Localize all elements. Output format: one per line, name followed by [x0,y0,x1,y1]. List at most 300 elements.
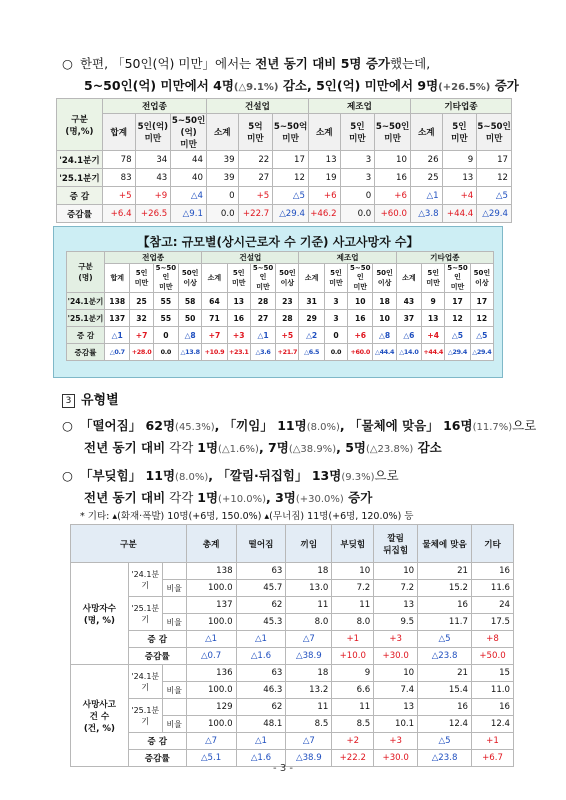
table-cell: 7.4 [374,682,418,699]
para3-line1 [62,466,399,484]
table-cell: 40 [171,169,207,187]
table-cell: +6 [348,327,373,344]
sub-header: 5인(억) 미만 [135,114,171,151]
table-cell: +30.0 [374,648,418,665]
table-cell: 10 [348,293,373,310]
group-header: 기타업종 [396,252,493,264]
table-cell: +6.4 [102,205,135,223]
sub-label [162,597,186,614]
text-note: (△23.8%) [365,444,414,455]
text-note: (8.0%) [175,472,209,483]
table-cell: 12 [273,169,309,187]
table-cell: 11 [332,597,374,614]
sub-header: 50인 이상 [373,264,396,293]
table-cell: △5 [477,187,512,205]
table-cell: 15.2 [418,580,472,597]
table-cell: 100.0 [186,716,236,733]
sub-header: 50인 이상 [276,264,299,293]
table-cell: 0 [324,327,347,344]
table-cell: △5 [470,327,493,344]
table-cell: △5 [445,327,470,344]
table-cell: 45.3 [236,614,286,631]
table-row [71,563,514,580]
table-cell: △1 [105,327,130,344]
table-cell: 0 [153,327,178,344]
table-cell: +4 [442,187,477,205]
text-bold: 전년 동기 대비 [84,440,166,455]
corner-header: 구분 (명) [67,252,105,293]
section-heading [62,389,119,408]
table-cell: 24 [472,597,514,614]
table-cell: +1 [472,733,514,750]
para3-line2 [84,488,372,506]
table-cell: △1.6 [236,648,286,665]
text-bold: , 3명 [266,490,296,505]
table-cell: 8.5 [332,716,374,733]
group-label: 사망사고 건 수 (건, %) [71,665,129,767]
table-row [67,344,494,361]
table-cell: 31 [299,293,324,310]
para2-line2 [84,438,442,456]
section-number: 3 [62,394,75,408]
sub-header: 50인 이상 [179,264,202,293]
table-cell: 11.7 [418,614,472,631]
table-cell: △1 [186,631,236,648]
table-cell: 55 [153,293,178,310]
table-cell: 18 [286,665,332,682]
table-cell: 11 [286,597,332,614]
text-note: (9.3%) [341,472,375,483]
table-cell: +9 [135,187,171,205]
table-cell: △7 [286,631,332,648]
text-bold: 「떨어짐」 62명 [79,418,176,433]
table-cell: 28 [276,310,299,327]
table-cell: △1 [250,327,275,344]
table-row [57,205,512,223]
table-cell: △1 [410,187,442,205]
table-cell: +60.0 [375,205,411,223]
sub-header: 합계 [102,114,135,151]
table-cell: +6 [308,187,340,205]
sub-label: 비율 [162,716,186,733]
table-cell: 0.0 [206,205,238,223]
table-cell: +60.0 [348,344,373,361]
table-row [57,151,512,169]
table-cell: △6.5 [299,344,324,361]
table-cell: +6.7 [472,750,514,767]
table-cell: +4 [422,327,445,344]
text-note: (11.7%) [472,422,513,433]
table-cell: 12 [445,310,470,327]
table-cell: +7 [202,327,227,344]
table-cell: △38.9 [286,750,332,767]
table-cell: +5 [238,187,273,205]
table-cell: +30.0 [374,750,418,767]
table-cell: 78 [102,151,135,169]
group-header: 건설업 [202,252,299,264]
text-note: (8.0%) [306,422,340,433]
table-cell: △8 [373,327,396,344]
table-cell: 12 [470,310,493,327]
table-cell: 63 [236,563,286,580]
table-cell: +28.0 [130,344,153,361]
table-cell: +44.4 [442,205,477,223]
table-cell: 25 [410,169,442,187]
text-bold: 전년 동기 대비 [84,490,166,505]
row-label: 증 감 [67,327,105,344]
table-cell: 27 [250,310,275,327]
table-cell: 18 [286,563,332,580]
table-cell: 19 [308,169,340,187]
row-label: '24.1분기 [57,151,103,169]
table-cell: 8.0 [332,614,374,631]
group-header: 전업종 [105,252,202,264]
text: 5~50인(억) 미만에서 4명 [84,78,234,93]
row-label: 증감률 [67,344,105,361]
period-label: '24.1분기 [128,563,162,597]
table-cell: 39 [206,169,238,187]
table-cell: 25 [130,293,153,310]
table-cell: 32 [130,310,153,327]
table-cell: △23.8 [418,648,472,665]
text-bold: , 5명 [336,440,366,455]
corner-header: 구분 (명,%) [57,99,103,151]
row-label: 증감률 [57,205,103,223]
table-row [71,631,514,648]
table-cell: 44 [171,151,207,169]
table-cell: 55 [153,310,178,327]
para1-line1 [62,54,430,72]
sub-header: 소계 [206,114,238,151]
row-label: '24.1분기 [67,293,105,310]
sub-header: 합계 [105,264,130,293]
table-cell: +23.1 [227,344,250,361]
table-cell: +2 [332,733,374,750]
sub-header: 5~50억 미만 [273,114,309,151]
table-cell: 12.4 [418,716,472,733]
text-bold: 전년 동기 대비 5명 증가 [255,56,390,71]
column-header: 떨어짐 [236,525,286,563]
table-cell: 138 [105,293,130,310]
table-cell: 23 [276,293,299,310]
sub-header: 5인 미만 [442,114,477,151]
table-cell: △0.7 [186,648,236,665]
note-text: * 기타: ▴(화재·폭발) 10명(+6명, 150.0%) ▴(무너짐) 11명(+6명, 120.0%) 등 [80,511,414,522]
table-cell: 0.0 [340,205,375,223]
table-cell: 6.6 [332,682,374,699]
table-cell: 16 [418,597,472,614]
table-cell: +7 [130,327,153,344]
table-cell: 12 [477,169,512,187]
table-cell: 100.0 [186,580,236,597]
table-cell: 16 [472,699,514,716]
table-cell: 138 [186,563,236,580]
table-cell: 16 [348,310,373,327]
table-cell: △38.9 [286,648,332,665]
table-cell: △29.4 [470,344,493,361]
table-cell: 0 [340,187,375,205]
table-cell: 11.0 [472,682,514,699]
table-cell: 10 [374,563,418,580]
table-cell: 13 [374,597,418,614]
sub-label [162,665,186,682]
table-cell: +1 [332,631,374,648]
table-cell: △0.7 [105,344,130,361]
table-cell: 63 [236,665,286,682]
sub-label: 비율 [162,614,186,631]
table-cell: 27 [238,169,273,187]
table-cell: △3.8 [410,205,442,223]
table-cell: 18 [373,293,396,310]
table-row [57,169,512,187]
table-cell: 11.6 [472,580,514,597]
table-cell: 11 [332,699,374,716]
sub-header: 소계 [308,114,340,151]
table-cell: 7.2 [332,580,374,597]
bullet: ○ [62,56,73,71]
table-cell: 46.3 [236,682,286,699]
table-cell: 9 [442,151,477,169]
table-cell: 129 [186,699,236,716]
table-row [71,665,514,682]
table-row [71,597,514,614]
table-cell: 100.0 [186,682,236,699]
sub-header: 소계 [396,264,421,293]
table-cell: 12.4 [472,716,514,733]
table-cell: 16 [375,169,411,187]
table-cell: 34 [135,151,171,169]
group-header: 전업종 [102,99,206,114]
period-label: 증감률 [128,750,186,767]
table-cell: 13 [374,699,418,716]
column-header: 기타 [472,525,514,563]
table-cell: △5 [418,631,472,648]
table-cell: 3 [324,293,347,310]
table-cell: 37 [396,310,421,327]
text-note: (△1.6%) [218,444,259,455]
table-cell: △29.4 [273,205,309,223]
text: 했는데, [390,56,431,71]
text: 증가 [490,78,519,93]
table-row [71,699,514,716]
sub-header: 5억 미만 [238,114,273,151]
table-cell: 43 [396,293,421,310]
row-label: 증 감 [57,187,103,205]
table-cell: 26 [410,151,442,169]
text-note: (+30.0%) [295,494,344,505]
table-row [67,293,494,310]
table-cell: +50.0 [472,648,514,665]
group-header: 제조업 [308,99,410,114]
table-cell: △3.6 [250,344,275,361]
group-header: 제조업 [299,252,396,264]
table-cell: 0.0 [153,344,178,361]
sub-header: 5~50인 미만 [153,264,178,293]
table-cell: 13 [442,169,477,187]
sub-header: 5인 미만 [227,264,250,293]
table-cell: +5 [102,187,135,205]
table-cell: +8 [472,631,514,648]
row-label: '25.1분기 [67,310,105,327]
table-cell: 13.2 [286,682,332,699]
table-cell: 16 [472,563,514,580]
table-cell: 13 [422,310,445,327]
text-bold: 1명 [197,490,219,505]
column-header: 총계 [186,525,236,563]
table-cell: △1 [236,631,286,648]
text-note: (45.3%) [175,422,215,433]
table-cell: △5 [418,733,472,750]
table-cell: 58 [179,293,202,310]
table-cell: △29.4 [445,344,470,361]
para2-line1 [62,416,536,434]
text: 각각 [165,490,198,505]
period-label: 증감률 [128,648,186,665]
sub-header: 5인 미만 [130,264,153,293]
table-cell: △29.4 [477,205,512,223]
table-cell: △2 [299,327,324,344]
table-cell: 9 [422,293,445,310]
sub-label [162,563,186,580]
table-cell: 8.0 [286,614,332,631]
table-cell: 10 [332,563,374,580]
table-cell: +6 [375,187,411,205]
text-bold: 감소 [413,440,442,455]
text-note: (△38.9%) [288,444,337,455]
table-cell: +3 [374,733,418,750]
table-cell: △44.4 [373,344,396,361]
sub-header: 5인 미만 [324,264,347,293]
group-header: 기타업종 [410,99,511,114]
table-cell: 3 [340,151,375,169]
table-cell: 62 [236,699,286,716]
period-label: 증 감 [128,733,186,750]
text-bold: , 「끼임」 11명 [214,418,307,433]
table-cell: 137 [105,310,130,327]
text: 으로 [374,468,399,483]
table-cell: △14.0 [396,344,421,361]
type-table [70,524,514,767]
table-cell: △7 [186,733,236,750]
sub-header: 소계 [202,264,227,293]
table-cell: +21.7 [276,344,299,361]
table-cell: △4 [171,187,207,205]
sub-header: 5~50인 미만 [375,114,411,151]
table-cell: +44.4 [422,344,445,361]
table-cell: +5 [276,327,299,344]
table-cell: 15 [472,665,514,682]
text: 감소, 5인(억) 미만에서 9명 [278,78,439,93]
column-header: 물체에 맞음 [418,525,472,563]
table-cell: 45.7 [236,580,286,597]
reference-title: 【참고: 규모별(상시근로자 수 기준) 사고사망자 수】 [137,235,419,249]
table-cell: 3 [340,169,375,187]
table-cell: 9 [332,665,374,682]
sub-header: 5인 미만 [422,264,445,293]
text: 으로 [512,418,537,433]
table-cell: △7 [286,733,332,750]
table-row [71,733,514,750]
table-cell: △13.8 [179,344,202,361]
para1-line2 [84,76,519,94]
table-cell: △6 [396,327,421,344]
text-bold: 증가 [343,490,373,505]
period-label: '25.1분기 [128,597,162,631]
table-cell: 62 [236,597,286,614]
bullet: ○ [62,468,73,483]
text: 각각 [165,440,198,455]
table-cell: △8 [179,327,202,344]
table-cell: +3 [374,631,418,648]
group-label: 사망자수 (명, %) [71,563,129,665]
table-cell: +10.0 [332,648,374,665]
table-cell: +46.2 [308,205,340,223]
table-cell: △1 [236,733,286,750]
table-cell: 10 [373,310,396,327]
size-table [56,98,512,223]
table-cell: △5 [273,187,309,205]
table-cell: △9.1 [171,205,207,223]
bullet: ○ [62,418,73,433]
table-cell: 13 [227,293,250,310]
table-cell: 11 [286,699,332,716]
period-label: '24.1분기 [128,665,162,699]
table-cell: +10.9 [202,344,227,361]
table-row [67,310,494,327]
table-cell: 17 [470,293,493,310]
table-cell: 43 [135,169,171,187]
text-bold: , 「깔림·뒤집힘」 13명 [208,468,342,483]
text: 한편, 「50인(억) 미만」에서는 [79,56,256,71]
table-cell: 0 [206,187,238,205]
sub-header: 5인 미만 [340,114,375,151]
table-cell: 22 [238,151,273,169]
table-cell: 8.5 [286,716,332,733]
table-row [67,327,494,344]
group-header: 건설업 [206,99,308,114]
table-cell: △1.6 [236,750,286,767]
row-label: '25.1분기 [57,169,103,187]
table-cell: +22.2 [332,750,374,767]
table-cell: 50 [179,310,202,327]
table-cell: 10 [374,665,418,682]
table-cell: △23.8 [418,750,472,767]
table-cell: 71 [202,310,227,327]
text-bold: , 7명 [258,440,289,455]
column-header: 끼임 [286,525,332,563]
text-note: (+26.5%) [438,82,491,93]
table-cell: 7.2 [374,580,418,597]
table-cell: 137 [186,597,236,614]
table-cell: 83 [102,169,135,187]
text-bold: 1명 [197,440,219,455]
table-cell: 13.0 [286,580,332,597]
sub-header: 5~50인 미만 [477,114,512,151]
sub-label: 비율 [162,682,186,699]
table-cell: 16 [418,699,472,716]
sub-header: 50인 이상 [470,264,493,293]
table-cell: +26.5 [135,205,171,223]
table-cell: 10 [375,151,411,169]
sub-label [162,699,186,716]
text-bold: , 「물체에 맞음」 16명 [339,418,473,433]
table-cell: 21 [418,665,472,682]
table-row [57,187,512,205]
sub-header: 5~50인 미만 [445,264,470,293]
table-cell: 9.5 [374,614,418,631]
table-cell: 17.5 [472,614,514,631]
sub-header: 5~50인(억) 미만 [171,114,207,151]
